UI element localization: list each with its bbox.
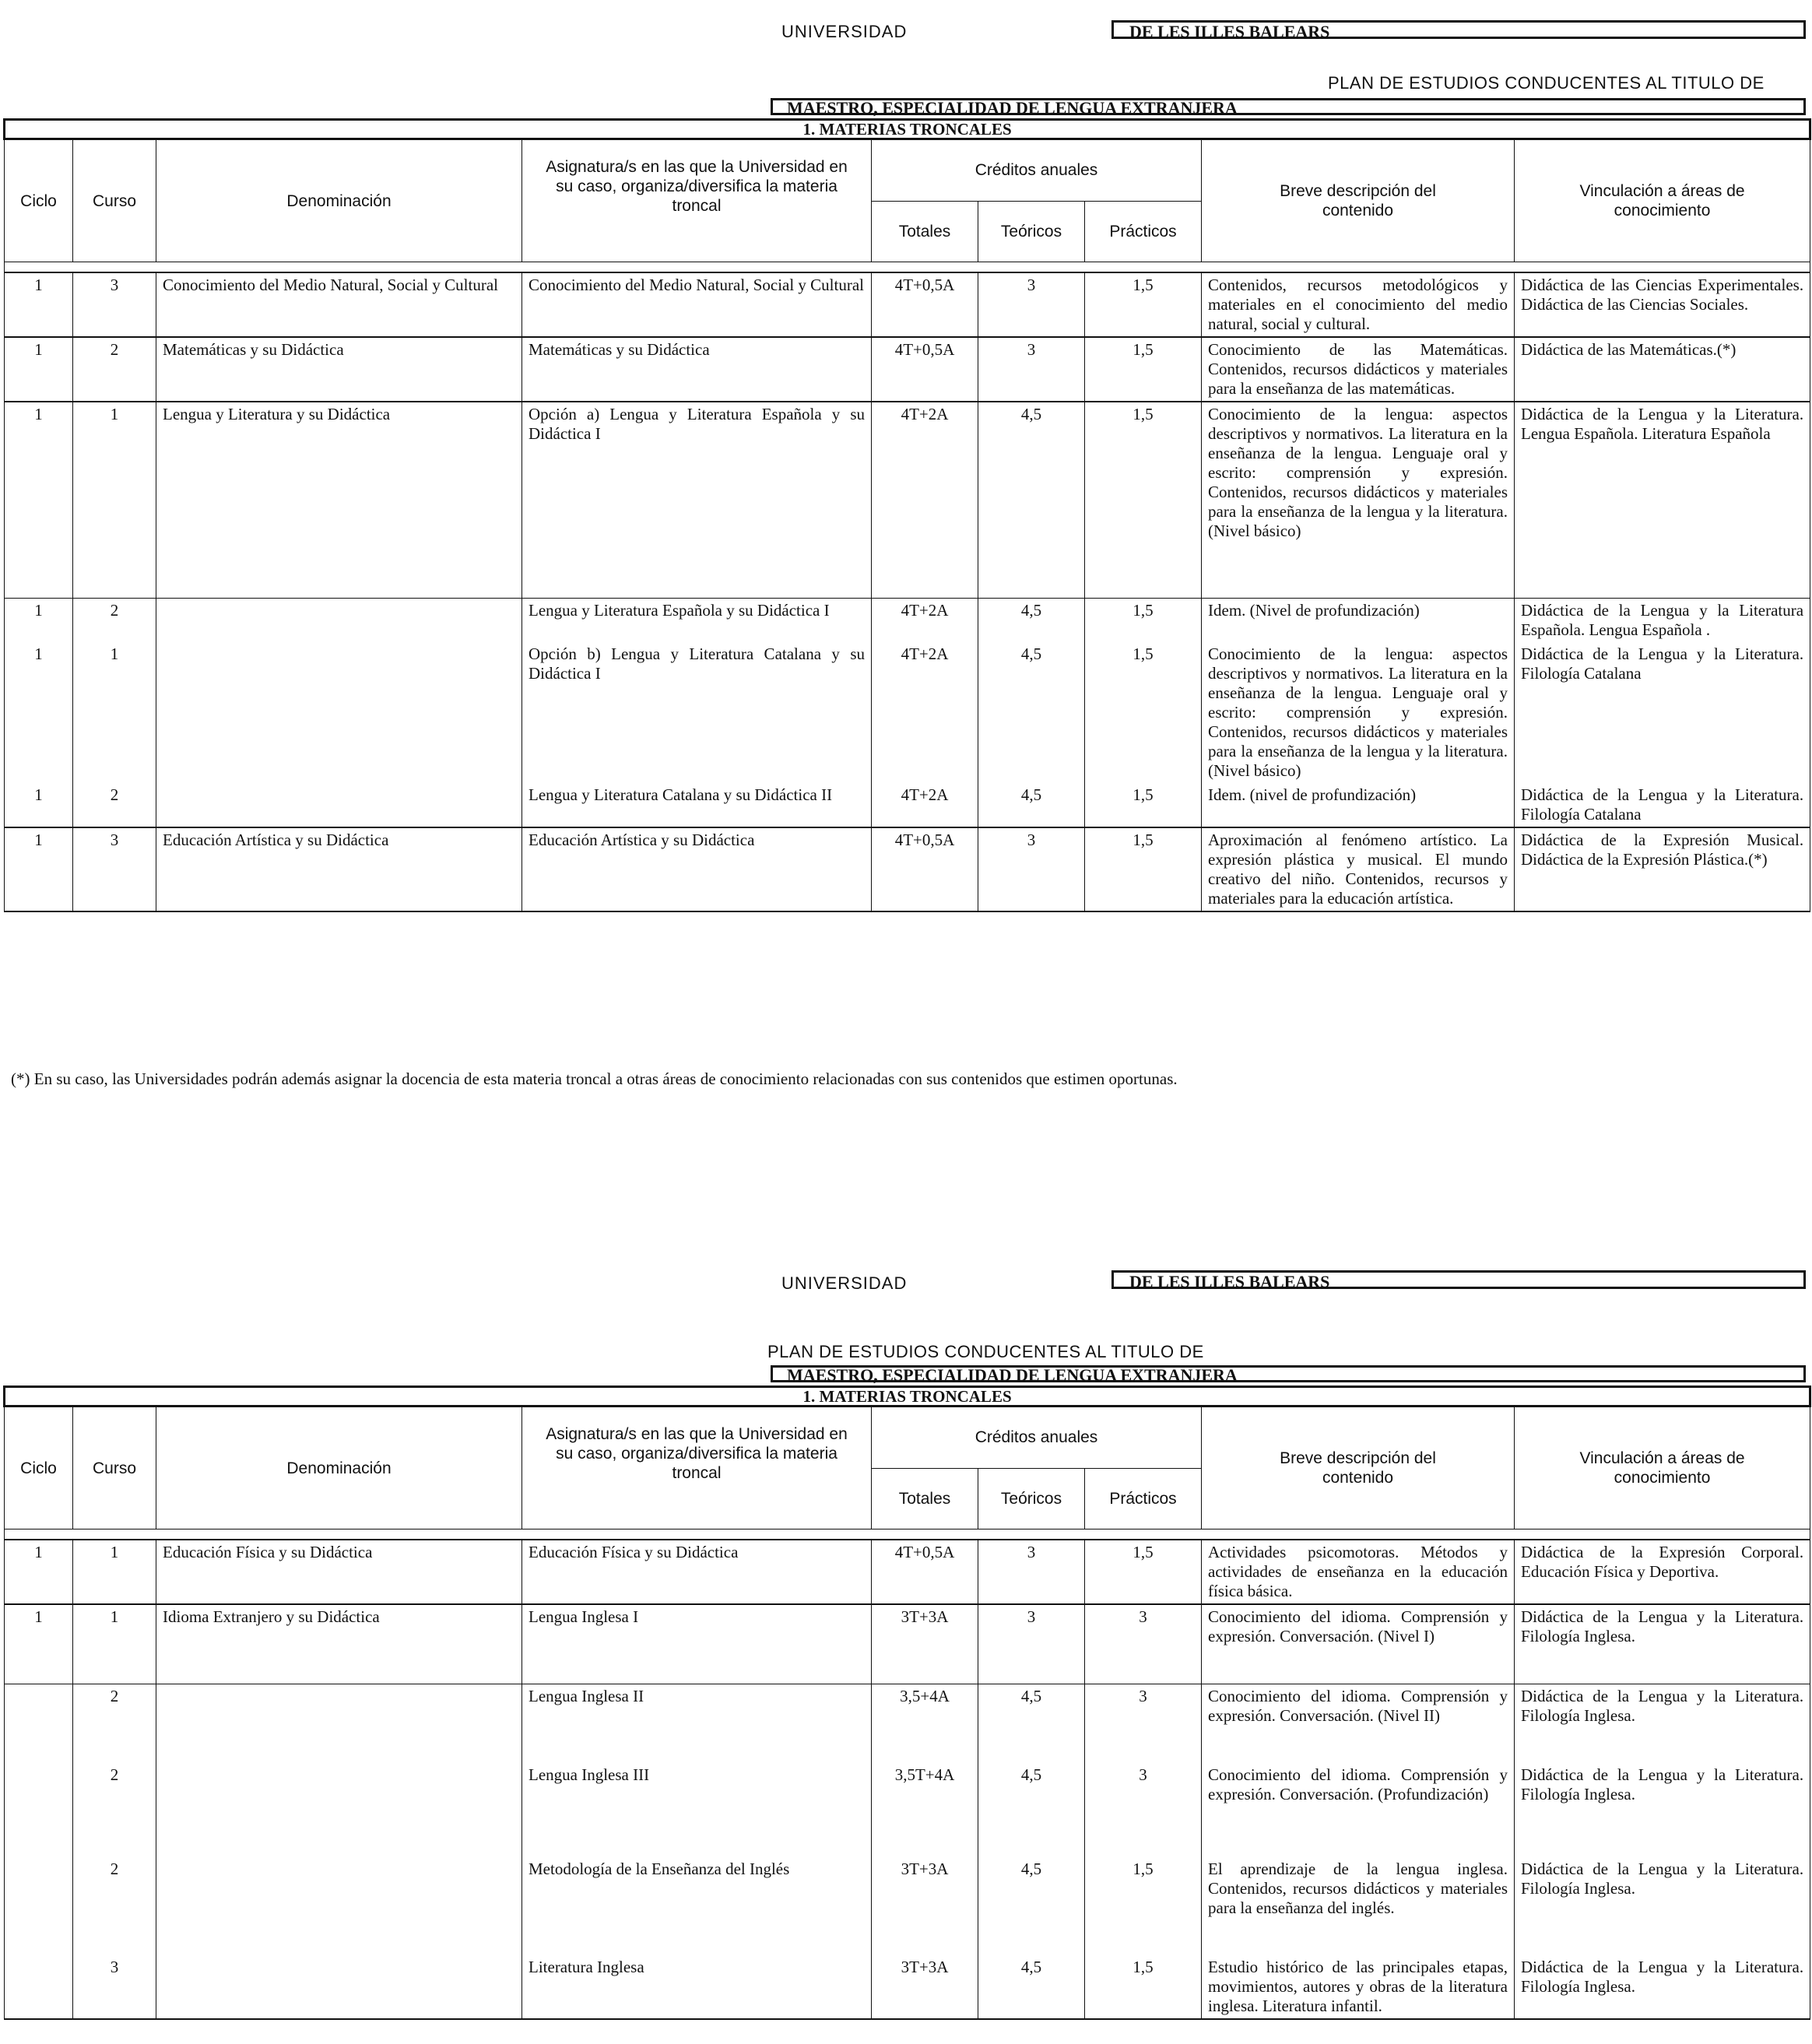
curso-cell: 2	[73, 599, 156, 643]
descripcion-cell: Conocimiento de las Matemáticas. Contenidos, recursos didácticos y materiales para la enseñanza de las matemáticas.	[1202, 337, 1515, 402]
descripcion-cell: Estudio histórico de las principales etapas, movimientos, autores y obras de la literatura inglesa. Literatura infantil.	[1202, 1955, 1515, 2019]
asignatura-cell: Metodología de la Enseñanza del Inglés	[522, 1857, 872, 1955]
practicos-cell: 3	[1085, 1763, 1202, 1857]
curso-cell: 2	[73, 1684, 156, 1764]
practicos-cell: 1,5	[1085, 337, 1202, 402]
asignatura-cell: Matemáticas y su Didáctica	[522, 337, 872, 402]
totales-cell: 4T+2A	[872, 402, 978, 599]
totales-cell: 3,5+4A	[872, 1684, 978, 1764]
ciclo-cell: 1	[5, 272, 73, 337]
vinculacion-cell: Didáctica de las Matemáticas.(*)	[1515, 337, 1810, 402]
header-totales: Totales	[872, 201, 978, 262]
practicos-cell: 1,5	[1085, 402, 1202, 599]
denominacion-cell: Matemáticas y su Didáctica	[156, 337, 522, 402]
asignatura-cell: Opción a) Lengua y Literatura Española y su Didáctica I	[522, 402, 872, 599]
curso-cell: 3	[73, 827, 156, 911]
ciclo-cell: 1	[5, 402, 73, 599]
teoricos-cell: 4,5	[978, 783, 1085, 827]
practicos-cell: 1,5	[1085, 1540, 1202, 1604]
teoricos-cell: 3	[978, 1540, 1085, 1604]
descripcion-cell: Conocimiento de la lengua: aspectos descriptivos y normativos. La literatura en la enseñanza de la lengua. Lenguaje oral y escrito: comprensión y expresión. Contenidos, recursos didácticos y materiales para la enseñanza de la lengua y la literatura. (Nivel básico)	[1202, 642, 1515, 783]
curso-cell: 1	[73, 642, 156, 783]
subjects-table-1	[3, 118, 1811, 912]
vinculacion-cell: Didáctica de la Lengua y la Literatura. Filología Inglesa.	[1515, 1857, 1810, 1955]
header-vinculacion: Vinculación a áreas de conocimiento	[1515, 1407, 1810, 1529]
plan-label: PLAN DE ESTUDIOS CONDUCENTES AL TITULO DE	[1328, 73, 1765, 93]
header-vinculacion: Vinculación a áreas de conocimiento	[1515, 139, 1810, 262]
descripcion-cell: Conocimiento del idioma. Comprensión y expresión. Conversación. (Profundización)	[1202, 1763, 1515, 1857]
table-row	[5, 827, 1810, 911]
teoricos-cell: 4,5	[978, 599, 1085, 643]
practicos-cell: 1,5	[1085, 1857, 1202, 1955]
teoricos-cell: 4,5	[978, 1955, 1085, 2019]
section-title: 1. MATERIAS TRONCALES	[5, 120, 1810, 139]
header-creditos: Créditos anuales	[872, 139, 1202, 202]
curso-cell: 2	[73, 1763, 156, 1857]
totales-cell: 4T+0,5A	[872, 272, 978, 337]
totales-cell: 3T+3A	[872, 1857, 978, 1955]
vinculacion-cell: Didáctica de las Ciencias Experimentales. Didáctica de las Ciencias Sociales.	[1515, 272, 1810, 337]
denominacion-cell	[156, 1763, 522, 1857]
section-title: 1. MATERIAS TRONCALES	[5, 1387, 1810, 1407]
denominacion-cell: Educación Física y su Didáctica	[156, 1540, 522, 1604]
denominacion-cell: Conocimiento del Medio Natural, Social y Cultural	[156, 272, 522, 337]
university-name-box: DE LES ILLES BALEARS	[1111, 20, 1806, 39]
practicos-cell: 3	[1085, 1684, 1202, 1764]
header-curso: Curso	[73, 139, 156, 262]
teoricos-cell: 3	[978, 827, 1085, 911]
header-creditos: Créditos anuales	[872, 1407, 1202, 1469]
vinculacion-cell: Didáctica de la Lengua y la Literatura. Filología Inglesa.	[1515, 1955, 1810, 2019]
denominacion-cell: Idioma Extranjero y su Didáctica	[156, 1604, 522, 1684]
header-ciclo: Ciclo	[5, 1407, 73, 1529]
totales-cell: 3T+3A	[872, 1604, 978, 1684]
practicos-cell: 3	[1085, 1604, 1202, 1684]
denominacion-cell: Lengua y Literatura y su Didáctica	[156, 402, 522, 599]
vinculacion-cell: Didáctica de la Expresión Musical. Didáctica de la Expresión Plástica.(*)	[1515, 827, 1810, 911]
descripcion-cell: Conocimiento de la lengua: aspectos descriptivos y normativos. La literatura en la enseñanza de la lengua. Lenguaje oral y escrito: comprensión y expresión. Contenidos, recursos didácticos y materiales para la enseñanza de la lengua y la literatura. (Nivel básico)	[1202, 402, 1515, 599]
header-practicos: Prácticos	[1085, 1468, 1202, 1529]
curso-cell: 3	[73, 272, 156, 337]
totales-cell: 3T+3A	[872, 1955, 978, 2019]
header-curso: Curso	[73, 1407, 156, 1529]
asignatura-cell: Lengua Inglesa I	[522, 1604, 872, 1684]
ciclo-cell: 1	[5, 599, 73, 643]
denominacion-cell	[156, 1955, 522, 2019]
plan-label: PLAN DE ESTUDIOS CONDUCENTES AL TITULO DE	[767, 1342, 1204, 1361]
ciclo-cell	[5, 1684, 73, 1764]
totales-cell: 4T+2A	[872, 642, 978, 783]
ciclo-cell: 1	[5, 1540, 73, 1604]
header-teoricos: Teóricos	[978, 201, 1085, 262]
table-row	[5, 1763, 1810, 1857]
table-row	[5, 642, 1810, 783]
table-row	[5, 1540, 1810, 1604]
university-label: UNIVERSIDAD	[781, 1273, 908, 1293]
practicos-cell: 1,5	[1085, 827, 1202, 911]
descripcion-cell: Idem. (nivel de profundización)	[1202, 783, 1515, 827]
descripcion-cell: Aproximación al fenómeno artístico. La expresión plástica y musical. El mundo creativo del niño. Contenidos, recursos y materiales para la educación artística.	[1202, 827, 1515, 911]
asignatura-cell: Opción b) Lengua y Literatura Catalana y su Didáctica I	[522, 642, 872, 783]
table-row	[5, 272, 1810, 337]
practicos-cell: 1,5	[1085, 783, 1202, 827]
header-descripcion: Breve descripción del contenido	[1202, 139, 1515, 262]
asignatura-cell: Conocimiento del Medio Natural, Social y Cultural	[522, 272, 872, 337]
teoricos-cell: 4,5	[978, 642, 1085, 783]
ciclo-cell: 1	[5, 642, 73, 783]
practicos-cell: 1,5	[1085, 642, 1202, 783]
vinculacion-cell: Didáctica de la Lengua y la Literatura. Filología Catalana	[1515, 783, 1810, 827]
totales-cell: 3,5T+4A	[872, 1763, 978, 1857]
denominacion-cell	[156, 1857, 522, 1955]
vinculacion-cell: Didáctica de la Lengua y la Literatura Española. Lengua Española .	[1515, 599, 1810, 643]
descripcion-cell: Contenidos, recursos metodológicos y materiales en el conocimiento del medio natural, social y cultural.	[1202, 272, 1515, 337]
teoricos-cell: 4,5	[978, 1684, 1085, 1764]
table-row	[5, 1857, 1810, 1955]
header-denominacion: Denominación	[156, 139, 522, 262]
totales-cell: 4T+0,5A	[872, 337, 978, 402]
curso-cell: 1	[73, 402, 156, 599]
asignatura-cell: Lengua Inglesa II	[522, 1684, 872, 1764]
table-row	[5, 1684, 1810, 1764]
descripcion-cell: Idem. (Nivel de profundización)	[1202, 599, 1515, 643]
vinculacion-cell: Didáctica de la Lengua y la Literatura. Lengua Española. Literatura Española	[1515, 402, 1810, 599]
table-row	[5, 599, 1810, 643]
denominacion-cell	[156, 642, 522, 783]
vinculacion-cell: Didáctica de la Lengua y la Literatura. Filología Catalana	[1515, 642, 1810, 783]
denominacion-cell	[156, 783, 522, 827]
header-descripcion: Breve descripción del contenido	[1202, 1407, 1515, 1529]
curso-cell: 3	[73, 1955, 156, 2019]
header-practicos: Prácticos	[1085, 201, 1202, 262]
denominacion-cell: Educación Artística y su Didáctica	[156, 827, 522, 911]
descripcion-cell: Conocimiento del idioma. Comprensión y expresión. Conversación. (Nivel II)	[1202, 1684, 1515, 1764]
vinculacion-cell: Didáctica de la Lengua y la Literatura. Filología Inglesa.	[1515, 1604, 1810, 1684]
ciclo-cell: 1	[5, 1604, 73, 1684]
degree-title-box: MAESTRO, ESPECIALIDAD DE LENGUA EXTRANJERA	[771, 98, 1806, 115]
ciclo-cell: 1	[5, 337, 73, 402]
descripcion-cell: El aprendizaje de la lengua inglesa. Contenidos, recursos didácticos y materiales para la enseñanza del inglés.	[1202, 1857, 1515, 1955]
table-row	[5, 1955, 1810, 2019]
footnote: (*) En su caso, las Universidades podrán además asignar la docencia de esta materia troncal a otras áreas de conocimiento relacionadas con sus contenidos que estimen oportunas.	[11, 1069, 1178, 1088]
totales-cell: 4T+2A	[872, 783, 978, 827]
vinculacion-cell: Didáctica de la Lengua y la Literatura. Filología Inglesa.	[1515, 1684, 1810, 1764]
header-totales: Totales	[872, 1468, 978, 1529]
descripcion-cell: Conocimiento del idioma. Comprensión y expresión. Conversación. (Nivel I)	[1202, 1604, 1515, 1684]
teoricos-cell: 3	[978, 1604, 1085, 1684]
ciclo-cell: 1	[5, 783, 73, 827]
denominacion-cell	[156, 599, 522, 643]
table-row	[5, 1604, 1810, 1684]
teoricos-cell: 4,5	[978, 1857, 1085, 1955]
header-asignatura: Asignatura/s en las que la Universidad en su caso, organiza/diversifica la materia troncal	[522, 1407, 872, 1529]
header-ciclo: Ciclo	[5, 139, 73, 262]
teoricos-cell: 4,5	[978, 402, 1085, 599]
header-denominacion: Denominación	[156, 1407, 522, 1529]
asignatura-cell: Literatura Inglesa	[522, 1955, 872, 2019]
table-row	[5, 337, 1810, 402]
curso-cell: 1	[73, 1604, 156, 1684]
university-label: UNIVERSIDAD	[781, 22, 908, 41]
ciclo-cell: 1	[5, 827, 73, 911]
ciclo-cell	[5, 1857, 73, 1955]
header-asignatura: Asignatura/s en las que la Universidad en su caso, organiza/diversifica la materia troncal	[522, 139, 872, 262]
vinculacion-cell: Didáctica de la Expresión Corporal. Educación Física y Deportiva.	[1515, 1540, 1810, 1604]
vinculacion-cell: Didáctica de la Lengua y la Literatura. Filología Inglesa.	[1515, 1763, 1810, 1857]
header-teoricos: Teóricos	[978, 1468, 1085, 1529]
curso-cell: 2	[73, 337, 156, 402]
table-row	[5, 783, 1810, 827]
practicos-cell: 1,5	[1085, 1955, 1202, 2019]
page-2	[0, 1118, 1812, 2044]
ciclo-cell	[5, 1955, 73, 2019]
descripcion-cell: Actividades psicomotoras. Métodos y actividades de enseñanza en la educación física básica.	[1202, 1540, 1515, 1604]
ciclo-cell	[5, 1763, 73, 1857]
table-row	[5, 402, 1810, 599]
asignatura-cell: Lengua y Literatura Catalana y su Didáctica II	[522, 783, 872, 827]
asignatura-cell: Lengua Inglesa III	[522, 1763, 872, 1857]
asignatura-cell: Educación Artística y su Didáctica	[522, 827, 872, 911]
university-name-box: DE LES ILLES BALEARS	[1111, 1270, 1806, 1289]
teoricos-cell: 3	[978, 272, 1085, 337]
curso-cell: 2	[73, 783, 156, 827]
practicos-cell: 1,5	[1085, 599, 1202, 643]
teoricos-cell: 4,5	[978, 1763, 1085, 1857]
totales-cell: 4T+2A	[872, 599, 978, 643]
denominacion-cell	[156, 1684, 522, 1764]
curso-cell: 1	[73, 1540, 156, 1604]
teoricos-cell: 3	[978, 337, 1085, 402]
degree-title-box: MAESTRO, ESPECIALIDAD DE LENGUA EXTRANJERA	[771, 1365, 1806, 1382]
practicos-cell: 1,5	[1085, 272, 1202, 337]
asignatura-cell: Lengua y Literatura Española y su Didáctica I	[522, 599, 872, 643]
totales-cell: 4T+0,5A	[872, 1540, 978, 1604]
subjects-table-2	[3, 1385, 1811, 2020]
curso-cell: 2	[73, 1857, 156, 1955]
totales-cell: 4T+0,5A	[872, 827, 978, 911]
asignatura-cell: Educación Física y su Didáctica	[522, 1540, 872, 1604]
